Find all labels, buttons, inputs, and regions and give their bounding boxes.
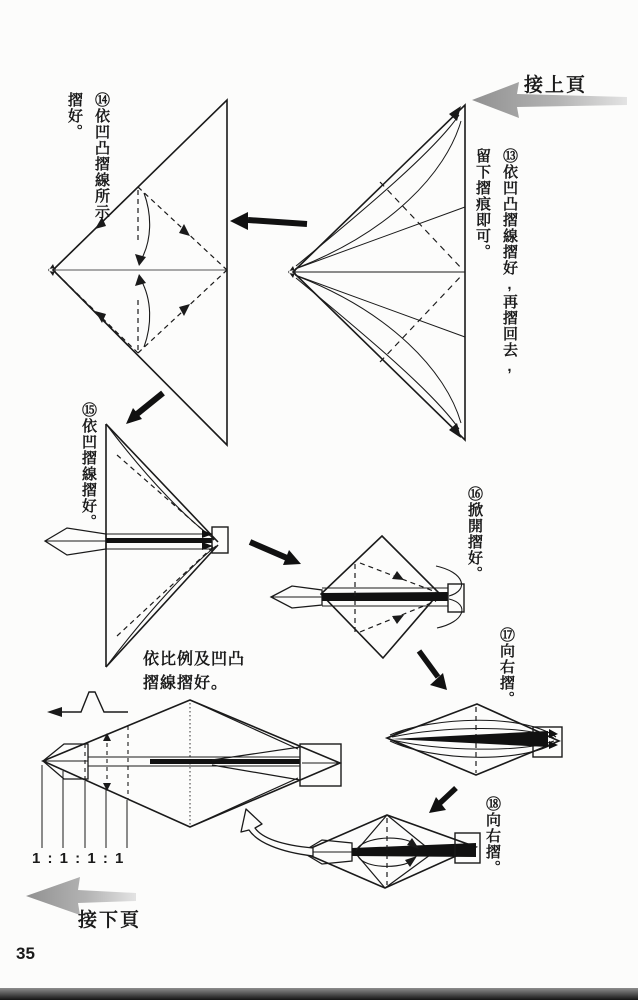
step18-diagram [302, 815, 480, 888]
prev-page-label: 接上頁 [524, 75, 588, 96]
step14-label [60, 92, 115, 332]
arrow-14-to-15-icon [126, 393, 163, 424]
step14-label-col2: 摺好。 [66, 92, 83, 140]
arrow-17-to-18-icon [429, 788, 456, 813]
step15-label: ⑮依凹摺線摺好。 [80, 402, 97, 530]
pleat-fold-symbol-icon [62, 692, 128, 712]
step13-label [463, 148, 523, 398]
step13-diagram [288, 105, 465, 440]
step13-label-col2: 留下摺痕即可。 [474, 148, 491, 260]
step14-label-col1: ⑭依凹凸摺線所示 [93, 92, 110, 220]
next-page-label: 接下頁 [78, 910, 142, 931]
step16-diagram [271, 536, 464, 658]
step16-label: ⑯掀開摺好。 [466, 486, 483, 582]
turn-over-arrow-icon [241, 809, 313, 856]
ratio-label: 1 : 1 : 1 : 1 [32, 850, 125, 867]
final-diagram [42, 692, 341, 848]
page-bottom-shadow [0, 988, 638, 1000]
proportion-caption-line2: 摺線摺好。 [143, 675, 229, 692]
step18-label: ⑱向右摺。 [484, 796, 501, 876]
proportion-caption-line1: 依比例及凹凸 [143, 651, 246, 668]
arrow-13-to-14-icon [230, 212, 307, 230]
arrow-15-to-16-icon [250, 542, 301, 565]
arrow-16-to-17-icon [419, 651, 447, 690]
step17-diagram [387, 704, 562, 775]
proportion-caption [143, 648, 245, 696]
page-number: 35 [16, 944, 35, 963]
step17-label: ⑰向右摺。 [498, 627, 515, 707]
step13-label-col1: ⑬依凹凸摺線摺好,再摺回去, [501, 148, 518, 376]
